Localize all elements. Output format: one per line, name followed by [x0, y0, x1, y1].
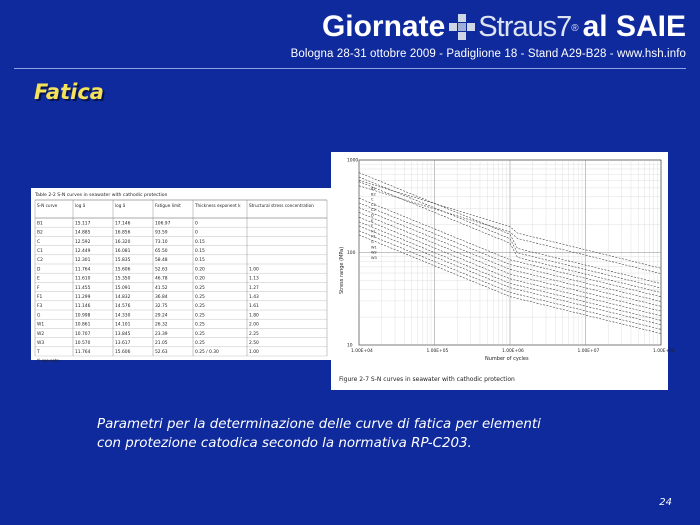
- straus7-logo-text: Straus7: [478, 11, 572, 43]
- sn-curve-table-image: [31, 188, 331, 363]
- table-cell: 32.75: [155, 304, 168, 310]
- page-number: 24: [659, 497, 672, 508]
- table-cell: 12.449: [75, 249, 91, 254]
- table-cell: F1: [37, 295, 43, 300]
- table-header-cell: Fatigue limit: [155, 203, 181, 208]
- table-cell: 0.25: [195, 322, 205, 328]
- table-cell: 58.48: [155, 258, 168, 264]
- table-cell: 0.25: [195, 304, 205, 310]
- curve-label: F: [371, 224, 374, 229]
- table-cell: W3: [37, 341, 45, 346]
- table-cell: W2: [37, 331, 45, 337]
- table-cell: 21.05: [155, 341, 168, 346]
- table-cell: B1: [37, 221, 43, 227]
- table-cell: 14.101: [115, 322, 131, 328]
- table-cell: 0.15: [195, 239, 205, 245]
- table-cell: 15.117: [75, 221, 91, 227]
- table-cell: W1: [37, 322, 45, 328]
- table-cell: 16.320: [115, 239, 131, 245]
- table-cell: 14.330: [115, 313, 131, 319]
- table-cell: F: [37, 285, 40, 291]
- table-cell: 46.78: [155, 276, 168, 282]
- table-cell: 29.24: [155, 313, 168, 319]
- table-cell: C1: [37, 249, 43, 254]
- table-cell: C2: [37, 258, 43, 264]
- curve-label: C: [371, 197, 374, 202]
- curve-label: B1: [371, 187, 376, 191]
- table-cell: 15.835: [115, 258, 131, 264]
- table-cell: 36.84: [155, 295, 168, 300]
- curve-label: W2: [371, 250, 377, 255]
- table-cell: 12.592: [75, 239, 91, 245]
- table-cell: 16.856: [115, 230, 131, 236]
- chart-y-ticks: [347, 158, 358, 349]
- table-cell: 93.59: [155, 230, 168, 236]
- straus7-logo-mark-icon: [449, 14, 475, 40]
- table-cell: F3: [37, 304, 43, 310]
- table-cell: 12.301: [75, 258, 91, 264]
- table-cell: 23.39: [155, 331, 168, 337]
- x-tick-label: 1.00E+07: [577, 349, 600, 354]
- table-cell: 11.610: [75, 276, 91, 282]
- sn-curve-table: [31, 188, 331, 363]
- x-tick-label: 1.00E+04: [351, 349, 373, 354]
- table-cell: 10.998: [75, 313, 91, 319]
- table-cell: 0.15: [195, 258, 205, 264]
- table-cell: 0.25: [195, 295, 205, 300]
- table-cell: 52.63: [155, 350, 168, 356]
- table-caption: Table 2-2 S-N curves in seawater with cathodic protection: [35, 193, 168, 198]
- caption-line-2: con protezione catodica secondo la normativa RP-C203.: [97, 436, 472, 451]
- table-header-cell: S-N curve: [37, 203, 58, 208]
- table-cell: 10.707: [75, 331, 91, 337]
- table-cell: 15.606: [115, 267, 131, 273]
- y-tick-label: 10: [347, 343, 353, 349]
- table-header-cell: log ā: [115, 203, 126, 208]
- table-cell: G: [37, 313, 41, 319]
- header-divider: [14, 68, 686, 69]
- table-cell: 0.15: [195, 249, 205, 254]
- slide-title: Fatica: [34, 80, 104, 104]
- sn-curve-chart: [331, 152, 675, 390]
- table-header-cell: Thickness exponent k: [195, 203, 241, 208]
- event-header: [291, 8, 686, 60]
- table-cell: 1.13: [249, 276, 259, 282]
- table-header-cell: log ā: [75, 203, 86, 208]
- table-cell: 1.61: [249, 304, 259, 310]
- x-tick-label: 1.00E+08: [653, 349, 675, 354]
- table-cell: 15.606: [115, 350, 131, 356]
- curve-label: F1: [371, 229, 376, 234]
- curve-label: F3: [371, 234, 376, 239]
- y-tick-label: 100: [347, 251, 356, 256]
- curve-label: W1: [371, 245, 377, 250]
- table-cell: 0.25: [195, 313, 205, 319]
- table-cell: 1.43: [249, 295, 259, 300]
- caption-line-1: Parametri per la determinazione delle curve di fatica per elementi: [97, 417, 541, 432]
- table-cell: 14.885: [75, 230, 91, 236]
- table-cell: 13.617: [115, 341, 131, 346]
- table-cell: 11.764: [75, 267, 91, 273]
- table-cell: 0.20: [195, 267, 205, 273]
- chart-curve-labels: [371, 187, 377, 260]
- table-cell: 106.97: [155, 221, 171, 227]
- table-cell: 0: [195, 221, 198, 227]
- table-cell: B2: [37, 230, 43, 236]
- y-tick-label: 1000: [347, 158, 359, 164]
- curve-label: C2: [371, 208, 376, 213]
- table-cell: 0.20: [195, 276, 205, 282]
- x-tick-label: 1.00E+05: [426, 349, 449, 354]
- table-header-cell: Structural stress concentration: [249, 203, 314, 208]
- table-cell: 14.832: [115, 295, 131, 300]
- table-cell: 1.80: [249, 313, 259, 319]
- table-cell: 2.25: [249, 331, 259, 337]
- table-footnote: *) see note: [37, 358, 60, 363]
- table-cell: D: [37, 267, 41, 273]
- table-cell: 0.25: [195, 341, 205, 346]
- table-cell: 0.25: [195, 285, 205, 291]
- chart-caption: Figure 2-7 S-N curves in seawater with cathodic protection: [339, 376, 515, 383]
- table-cell: 26.32: [155, 322, 168, 328]
- table-cell: 15.091: [115, 285, 131, 291]
- table-cell: 11.764: [75, 350, 91, 356]
- table-cell: 10.570: [75, 341, 91, 346]
- table-cell: 15.350: [115, 276, 131, 282]
- registered-mark: ®: [571, 23, 579, 34]
- table-cell: 0.25: [195, 331, 205, 337]
- table-cell: 0.25 / 0.30: [195, 350, 219, 356]
- table-cell: 13.845: [115, 331, 131, 337]
- table-cell: 11.455: [75, 285, 91, 291]
- table-cell: 11.299: [75, 295, 91, 300]
- table-cell: C: [37, 239, 41, 245]
- event-subtitle: Bologna 28-31 ottobre 2009 - Padiglione 18 - Stand A29-B28 - www.hsh.info: [290, 48, 686, 60]
- table-cell: 1.00: [249, 267, 259, 273]
- event-title-right: al SAIE: [582, 10, 686, 43]
- straus7-logo: [449, 8, 578, 46]
- table-cell: 73.10: [155, 239, 168, 245]
- event-title-left: Giornate: [321, 10, 446, 43]
- table-cell: 0: [195, 230, 198, 236]
- sn-curve-chart-image: [331, 152, 675, 390]
- chart-x-ticks: [351, 348, 675, 354]
- table-cell: 1.00: [249, 350, 259, 356]
- table-cell: 11.146: [75, 304, 91, 310]
- curve-label: D: [371, 213, 374, 218]
- table-cell: 16.081: [115, 249, 131, 254]
- curve-label: C1: [371, 202, 376, 207]
- table-cell: 52.63: [155, 267, 168, 273]
- table-cell: 65.50: [155, 249, 168, 254]
- curve-label: E: [371, 218, 374, 223]
- table-grid: [35, 200, 327, 363]
- event-title: [291, 8, 686, 46]
- table-cell: 10.861: [75, 322, 91, 328]
- table-cell: 17.146: [115, 221, 131, 227]
- table-cell: 2.50: [249, 341, 259, 346]
- table-cell: E: [37, 276, 40, 282]
- table-cell: T: [37, 350, 40, 356]
- table-cell: 41.52: [155, 285, 168, 291]
- x-tick-label: 1.00E+06: [502, 349, 524, 354]
- table-cell: 1.27: [249, 285, 259, 291]
- chart-x-label: Number of cycles: [485, 356, 529, 362]
- chart-grid: [359, 160, 661, 345]
- chart-y-label: Stress range (MPa): [339, 246, 345, 294]
- curve-label: W3: [371, 255, 377, 260]
- slide-caption: [97, 415, 657, 453]
- table-cell: 14.576: [115, 304, 131, 310]
- table-cell: 2.00: [249, 322, 259, 328]
- curve-label: B2: [371, 192, 376, 197]
- curve-label: G: [371, 240, 374, 244]
